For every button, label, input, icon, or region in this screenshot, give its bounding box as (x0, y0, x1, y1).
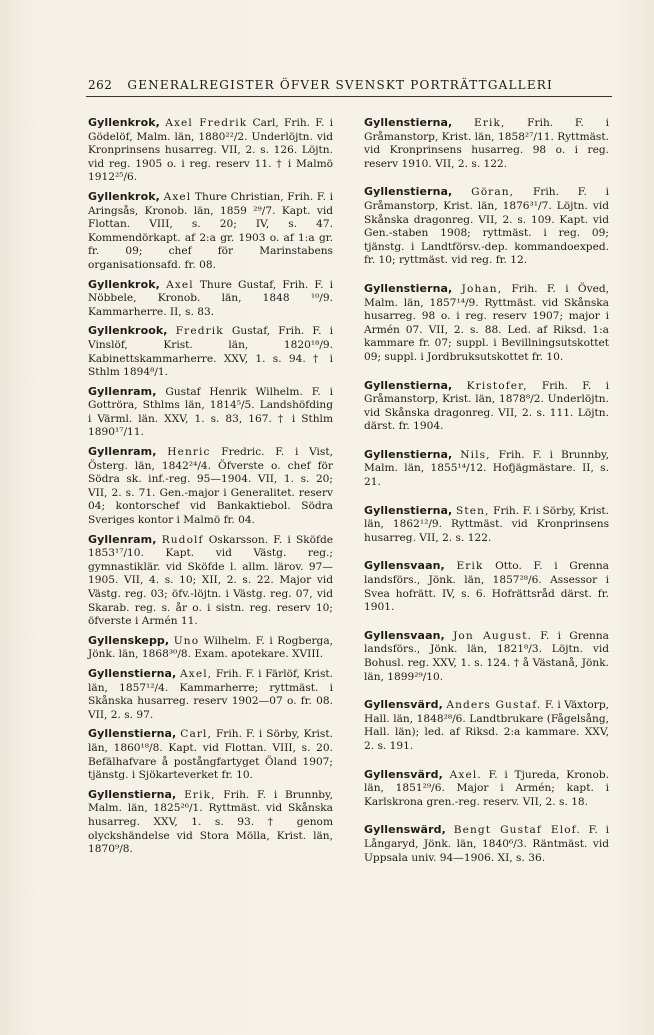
entry-given-name: Axel Fredrik (165, 117, 248, 129)
entry-given-name: Axel, (180, 667, 213, 680)
entry-text: Gustaf, Frih. F. i Vinslöf, Krist. län, 1820¹⁸/9. Kabinettskammarherre. XXV, 1. s. 94. † i Sthlm 1894⁸/1. (88, 325, 333, 379)
entry-text: F. i Långaryd, Jönk. län, 1840⁶/3. Räntmäst. vid Uppsala univ. 94—1906. XI, s. 36. (364, 824, 609, 864)
entry-text: Frih. F. i Färlöf, Krist. län, 1857¹²/4. Kammarherre; ryttmäst. i Skånska husarreg. reserv 1902—07 o. fr. 08. VII, 2. s. 97. (88, 667, 334, 721)
entry-text: Wilhelm. F. i Rogberga, Jönk. län, 1868³⁰/8. Exam. apotekare. XVIII. (88, 634, 334, 661)
entry-given-name: Kristofer, (466, 379, 528, 392)
entry-text: F. i Grenna landsförs., Jönk. län, 1821⁸/3. Löjtn. vid Bohusl. reg. XXV, 1. s. 124. † å Västanå, Jönk. län, 1899²⁹/10. (364, 629, 609, 683)
register-entry (88, 727, 333, 782)
register-entry (88, 788, 333, 857)
entry-surname: Gyllenkrok, (88, 116, 160, 129)
entry-text: Oskarsson. F. i Sköfde 1853¹⁷/10. Kapt. vid Västg. reg.; gymnastiklär. vid Sköfde l. allm. lärov. 97—1905. VII, 4. s. 10; XII, 2. s. 22. Major vid Västg. reg. 03; öfv.-löjtn. i Västg. reg. 07, vid Skarab. reg. s. år o. i sistn. reg. reserv 10; öfverste i Armén 11. (88, 533, 333, 628)
entry-given-name: Erik, (474, 117, 506, 129)
register-entry (88, 190, 333, 273)
entry-given-name: Erik, (184, 788, 216, 801)
entry-surname: Gyllenstierna, (364, 378, 453, 392)
entry-text: Otto. F. i Grenna landsförs., Jönk. län, 1857²⁸/6. Assessor i Svea hofrätt. IV, s. 6. Hofrättsråd därst. fr. 1901. (364, 560, 609, 614)
entry-surname: Gyllenstierna, (88, 727, 177, 741)
page-header (88, 78, 608, 92)
entry-surname: Gyllenstierna, (88, 666, 177, 680)
register-entry (364, 504, 609, 546)
register-entry (364, 768, 609, 810)
entry-text: F. i Tjureda, Kronob. län, 1851²⁹/6. Major i Armén; kapt. i Karlskrona gren.-reg. reserv. VII, 2. s. 18. (364, 768, 609, 808)
entry-surname: Gyllenram, (88, 384, 157, 398)
entry-given-name: Uno (173, 634, 200, 647)
entry-given-name: Johan, (461, 282, 503, 295)
entry-given-name: Fredrik (175, 325, 224, 338)
entry-text: Frih. F. i Gråmanstorp, Krist. län, 1858²⁷/11. Ryttmäst. vid Kronprinsens husarreg. 98 o. i reg. reserv 1910. VII, 2. s. 122. (364, 117, 609, 170)
entry-surname: Gyllenskepp, (88, 633, 170, 647)
entry-given-name: Erik (456, 560, 484, 573)
entry-given-name: Nils, (460, 448, 491, 461)
entry-given-name: Axel (163, 190, 192, 203)
entry-text: Thure Gustaf, Frih. F. i Nöbbele, Kronob. län, 1848 ¹⁰/9. Kammarherre. II, s. 83. (88, 278, 333, 318)
entry-given-name: Rudolf (161, 533, 204, 546)
left-column (88, 116, 333, 862)
entry-surname: Gyllenstierna, (364, 447, 453, 461)
register-entry (364, 116, 609, 171)
entry-text: Thure Christian, Frih. F. i Aringsås, Kronob. län, 1859 ²⁹/7. Kapt. vid Flottan. VIII, s. 20; IV, s. 47. Kommendörkapt. af 2:a gr. 1903 o. af 1:a gr. fr. 09; chef för Marinstabens organisationsafd. fr. 08. (88, 190, 333, 271)
entry-text: Frih. F. i Brunnby, Malm. län, 1825²⁶/1. Ryttmäst. vid Skånska husarreg. XXV, 1. s. 93. † genom olyckshändelse vid Stora Mölla, Krist. län, 1870⁹/8. (88, 788, 333, 856)
running-title: GENERALREGISTER ÖFVER SVENSKT PORTRÄTTGALLERI (127, 78, 553, 92)
entry-surname: Gyllenkrok, (88, 189, 160, 203)
entry-surname: Gyllenstierna, (364, 185, 453, 199)
entry-text: Frih. F. i Öved, Malm. län, 1857¹⁴/9. Ryttmäst. vid Skånska husarreg. 98 o. i reg. reserv 1907; major i Armén 07. VII, 2. s. 88. Led. af Riksd. 1:a kammare fr. 07; suppl. i Bevillningsutskottet 09; suppl. i Jordbruksutskottet fr. 10. (364, 282, 609, 363)
register-entry (364, 823, 609, 865)
entry-surname: Gyllenstierna, (364, 281, 453, 295)
register-entry (364, 448, 609, 490)
entry-surname: Gyllenkrok, (88, 277, 160, 291)
entry-surname: Gyllensvärd, (364, 767, 443, 781)
register-entry (364, 379, 609, 434)
register-entry (88, 324, 333, 379)
entry-text: Frih. F. i Gråmanstorp, Krist. län, 1876³¹/7. Löjtn. vid Skånska dragonreg. VII, 2. s. 109. Kapt. vid Gen.-staben 1908; ryttmäst. i reg. 09; tjänstg. i Landtförsv.-dep. kommandoexped. fr. 10; ryttmäst. vid reg. fr. 12. (364, 186, 609, 267)
register-entry (88, 634, 333, 662)
register-entry (88, 278, 333, 320)
entry-given-name: Jon August. (453, 629, 533, 642)
entry-given-name: Sten, (455, 504, 490, 517)
entry-given-name: Bengt Gustaf Elof. (453, 824, 581, 837)
entry-text: F. i Växtorp, Hall. län, 1848²⁸/6. Landtbrukare (Fågelsång, Hall. län); led. af Riksd. 2:a kammare. XXV, 2. s. 191. (364, 699, 609, 752)
entry-surname: Gyllenstierna, (364, 116, 453, 129)
entry-surname: Gyllenstierna, (364, 503, 453, 517)
register-entry (364, 185, 609, 268)
entry-given-name: Carl, (180, 728, 213, 741)
entry-surname: Gyllensvaan, (364, 628, 445, 642)
entry-surname: Gyllenswärd, (364, 823, 446, 837)
entry-surname: Gyllenstierna, (88, 787, 177, 801)
entry-text: Fredric. F. i Vist, Österg. län, 1842²⁴/4. Öfverste o. chef för Södra sk. inf.-reg. 95—1904. VII, 1. s. 20; VII, 2. s. 71. Gen.-major i Generalitet. reserv 04; kontorschef vid Bankaktiebol. Södra Sveriges kontor i Malmö fr. 04. (88, 446, 333, 527)
register-entry (364, 282, 609, 365)
page-number: 262 (88, 78, 113, 92)
right-column (364, 116, 609, 870)
entry-text: Frih. F. i Brunnby, Malm. län, 1855¹⁴/12. Hofjägmästare. II, s. 21. (364, 448, 609, 489)
register-entry (88, 445, 333, 528)
entry-surname: Gyllensvaan, (364, 559, 445, 573)
entry-text: Carl, Frih. F. i Gödelöf, Malm. län, 1880²²/2. Underlöjtn. vid Kronprinsens husarreg. VII, 2. s. 126. Löjtn. vid reg. 1905 o. i reg. reserv 11. † i Malmö 1912²⁵/6. (88, 117, 333, 184)
entry-surname: Gyllenkrook, (88, 324, 168, 338)
entry-surname: Gyllenram, (88, 532, 157, 546)
entry-text: Gustaf Henrik Wilhelm. F. i Gottröra, Sthlms län, 1814⁵/5. Landshöfding i Värml. län. XXV, 1. s. 83, 167. † i Sthlm 1890¹⁷/11. (88, 385, 333, 439)
register-entry (88, 667, 333, 722)
entry-given-name: Göran, (471, 186, 515, 199)
entry-text: Frih. F. i Sörby, Krist. län, 1860¹⁸/8. Kapt. vid Flottan. VIII, s. 20. Befälhafvare å postångfartyget Öland 1907; tjänstg. i Sjökarteverket fr. 10. (88, 728, 333, 782)
register-entry (364, 559, 609, 614)
register-entry (88, 533, 333, 629)
register-entry (364, 629, 609, 684)
register-entry (88, 385, 333, 440)
entry-given-name: Axel. (449, 768, 482, 781)
register-entry (364, 698, 609, 753)
header-rule (86, 96, 612, 97)
register-entry (88, 116, 333, 185)
entry-text: Frih. F. i Sörby, Krist. län, 1862¹²/9. Ryttmäst. vid Kronprinsens husarreg. VII, 2. s. 122. (364, 504, 610, 544)
entry-text: Frih. F. i Gråmanstorp, Krist. län, 1878⁸/2. Underlöjtn. vid Skånska dragonreg. VII, 2. s. 111. Löjtn. därst. fr. 1904. (364, 379, 609, 433)
entry-surname: Gyllensvärd, (364, 698, 443, 712)
entry-surname: Gyllenram, (88, 445, 157, 459)
entry-given-name: Anders Gustaf. (446, 699, 542, 712)
entry-given-name: Axel (166, 278, 194, 291)
entry-given-name: Henric (167, 446, 211, 459)
